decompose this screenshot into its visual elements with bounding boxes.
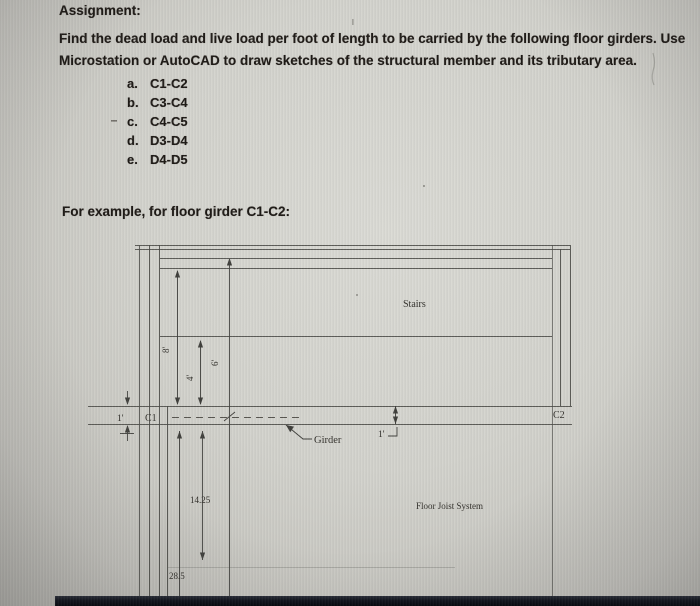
instructions-line-2: Microstation or AutoCAD to draw sketches of the structural member and its tributary area. (59, 53, 637, 68)
list-item-label: D3-D4 (150, 133, 188, 148)
list-item-label: C4-C5 (150, 114, 188, 129)
dim-8ft: 8' (161, 346, 171, 353)
dim-14-25: 14.25 (190, 495, 211, 505)
floor-joist-system-label: Floor Joist System (416, 501, 484, 511)
dimension-lines (120, 259, 397, 597)
dimension-arrowheads (125, 258, 398, 560)
column-c1-label: C1 (145, 413, 157, 424)
list-item-letter: d. (127, 133, 139, 148)
girder-centerline (172, 412, 302, 421)
list-item-label: C1-C2 (150, 76, 188, 91)
screen-bottom-bezel (55, 596, 700, 606)
list-item-label: C3-C4 (150, 95, 188, 110)
list-item-letter: a. (127, 76, 138, 91)
list-item-letter: e. (127, 152, 138, 167)
dim-6ft: 6' (210, 359, 220, 366)
dim-4ft: 4' (185, 374, 195, 381)
page-title: Assignment: (59, 3, 141, 18)
dim-1ft-left: 1' (117, 414, 124, 424)
list-item-letter: c. (127, 114, 138, 129)
girder-label: Girder (314, 435, 342, 446)
instructions-line-1: Find the dead load and live load per foot of length to be carried by the following floor girders. Use (59, 31, 686, 46)
plan-wall-lines (88, 245, 572, 597)
stairs-label: Stairs (403, 299, 426, 310)
list-item-label: D4-D5 (150, 152, 188, 167)
dim-1ft-right: 1' (378, 430, 385, 440)
example-caption: For example, for floor girder C1-C2: (62, 204, 291, 219)
column-c2-label: C2 (553, 410, 565, 421)
dim-28-5: 28.5 (169, 571, 185, 581)
list-item-letter: b. (127, 95, 139, 110)
scan-artifacts (111, 19, 655, 296)
